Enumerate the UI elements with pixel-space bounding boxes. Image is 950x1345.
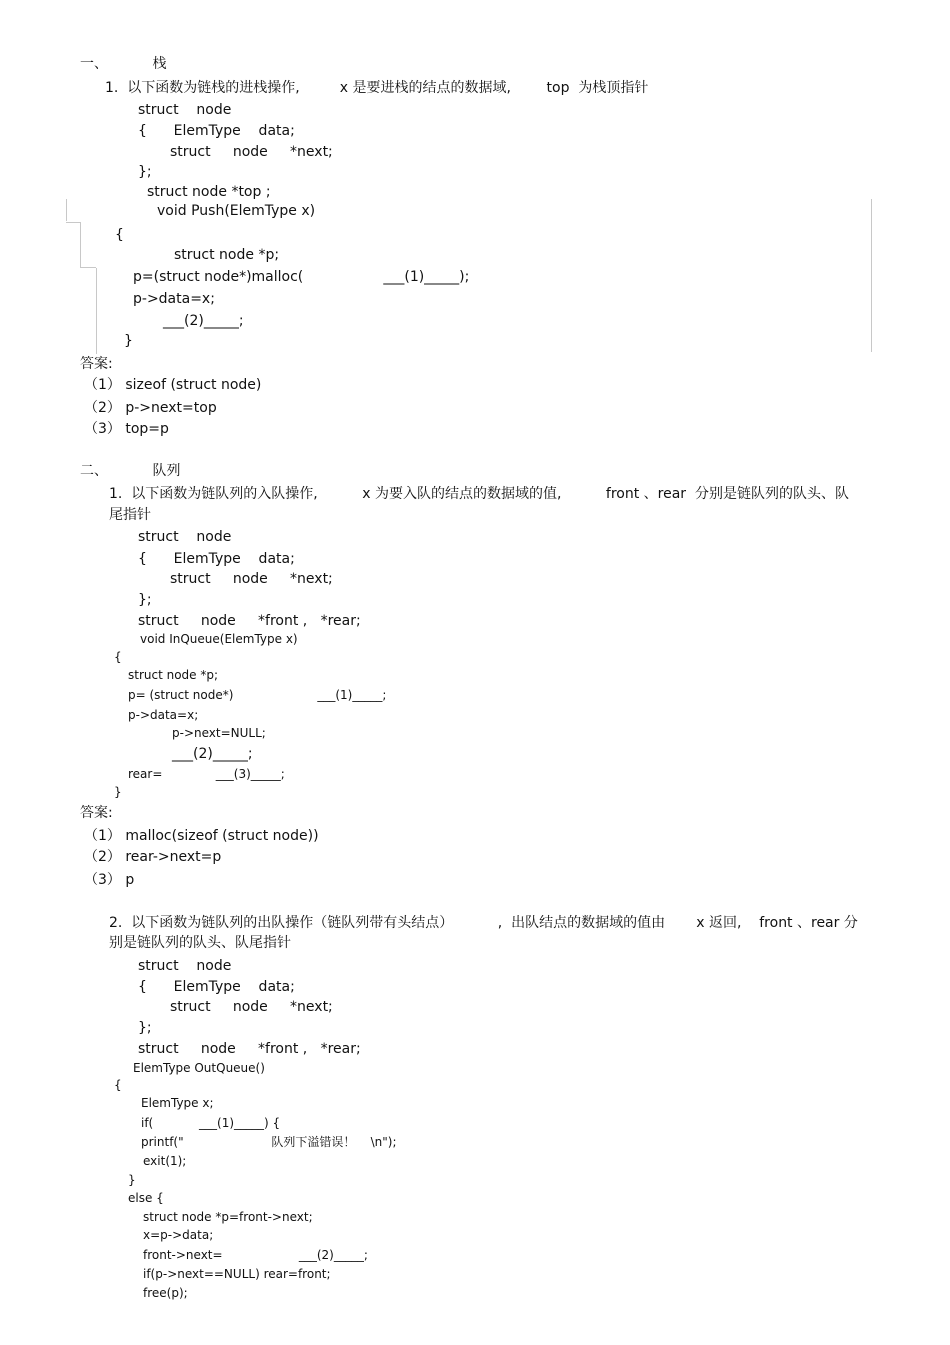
box-rule-notch-bottom	[80, 267, 96, 268]
code-line: {	[115, 227, 124, 243]
code-line: { ElemType data;	[138, 123, 295, 139]
code-line: struct node *front , *rear;	[138, 613, 361, 629]
section1-heading: 一、 栈	[80, 56, 167, 72]
code-line: {	[114, 1078, 122, 1092]
section2-q1-prompt-line2: 尾指针	[109, 507, 151, 523]
code-line: struct node *next;	[170, 571, 333, 587]
code-line: if( ___(1)_____) {	[141, 1116, 281, 1130]
code-line: p->data=x;	[128, 708, 199, 722]
code-line: };	[138, 164, 152, 180]
code-line: struct node *p=front->next;	[143, 1210, 313, 1224]
code-line: p= (struct node*) ___(1)_____;	[128, 688, 387, 702]
code-line: { ElemType data;	[138, 551, 295, 567]
section1-answer-label: 答案:	[80, 356, 113, 372]
code-line: }	[124, 333, 133, 349]
section2-q1-prompt-line1: 1. 以下函数为链队列的入队操作, x 为要入队的结点的数据域的值, front 、rear 分别是链队列的队头、队	[109, 486, 849, 502]
code-line: struct node *top ;	[147, 184, 271, 200]
section2-heading: 二、 队列	[80, 463, 181, 479]
section2-answer-label: 答案:	[80, 805, 113, 821]
code-line: free(p);	[143, 1286, 188, 1300]
answer-line: （2） rear->next=p	[84, 849, 222, 865]
code-line: else {	[128, 1191, 164, 1205]
box-rule-top-left	[66, 199, 67, 221]
code-line: exit(1);	[143, 1154, 187, 1168]
section1-q1-prompt: 1. 以下函数为链栈的进栈操作, x 是要进栈的结点的数据域, top 为栈顶指针	[105, 80, 649, 96]
box-rule-left	[80, 222, 81, 268]
code-line: }	[128, 1173, 136, 1187]
code-line: ElemType OutQueue()	[133, 1061, 265, 1075]
code-line: };	[138, 1020, 152, 1036]
box-rule-inner-left	[96, 268, 97, 354]
code-line: printf(" 队列下溢错误！ \n");	[141, 1135, 397, 1149]
code-line: struct node *p;	[128, 668, 219, 682]
code-line: void Push(ElemType x)	[157, 203, 316, 219]
code-line: p->data=x;	[133, 291, 215, 307]
code-line: x=p->data;	[143, 1228, 214, 1242]
section2-q2-prompt-line2: 别是链队列的队头、队尾指针	[109, 935, 291, 951]
code-line: };	[138, 592, 152, 608]
code-line: rear= ___(3)_____;	[128, 767, 285, 781]
code-line: void InQueue(ElemType x)	[140, 632, 298, 646]
code-line: struct node *next;	[170, 144, 333, 160]
section2-q2-prompt-line1: 2. 以下函数为链队列的出队操作（链队列带有头结点） , 出队结点的数据域的值由 x 返回, front 、rear 分	[109, 915, 858, 931]
code-line: struct node *p;	[174, 247, 280, 263]
box-rule-notch-top	[66, 222, 80, 223]
answer-line: （3） p	[84, 872, 135, 888]
code-line: struct node *front , *rear;	[138, 1041, 361, 1057]
code-line: struct node	[138, 529, 232, 545]
answer-line: （2） p->next=top	[84, 400, 217, 416]
code-line: p=(struct node*)malloc( ___(1)_____);	[133, 269, 470, 285]
code-line: { ElemType data;	[138, 979, 295, 995]
code-line: p->next=NULL;	[172, 726, 266, 740]
code-line: {	[114, 650, 122, 664]
box-rule-right	[871, 199, 872, 352]
code-line: struct node	[138, 958, 232, 974]
code-line: ___(2)_____;	[172, 746, 253, 762]
code-line: front->next= ___(2)_____;	[143, 1248, 368, 1262]
code-line: }	[114, 785, 122, 799]
code-line: if(p->next==NULL) rear=front;	[143, 1267, 331, 1281]
code-line: ___(2)_____;	[163, 313, 244, 329]
answer-line: （3） top=p	[84, 421, 169, 437]
code-line: struct node *next;	[170, 999, 333, 1015]
answer-line: （1） malloc(sizeof (struct node))	[84, 828, 319, 844]
answer-line: （1） sizeof (struct node)	[84, 377, 262, 393]
code-line: ElemType x;	[141, 1096, 214, 1110]
code-line: struct node	[138, 102, 232, 118]
